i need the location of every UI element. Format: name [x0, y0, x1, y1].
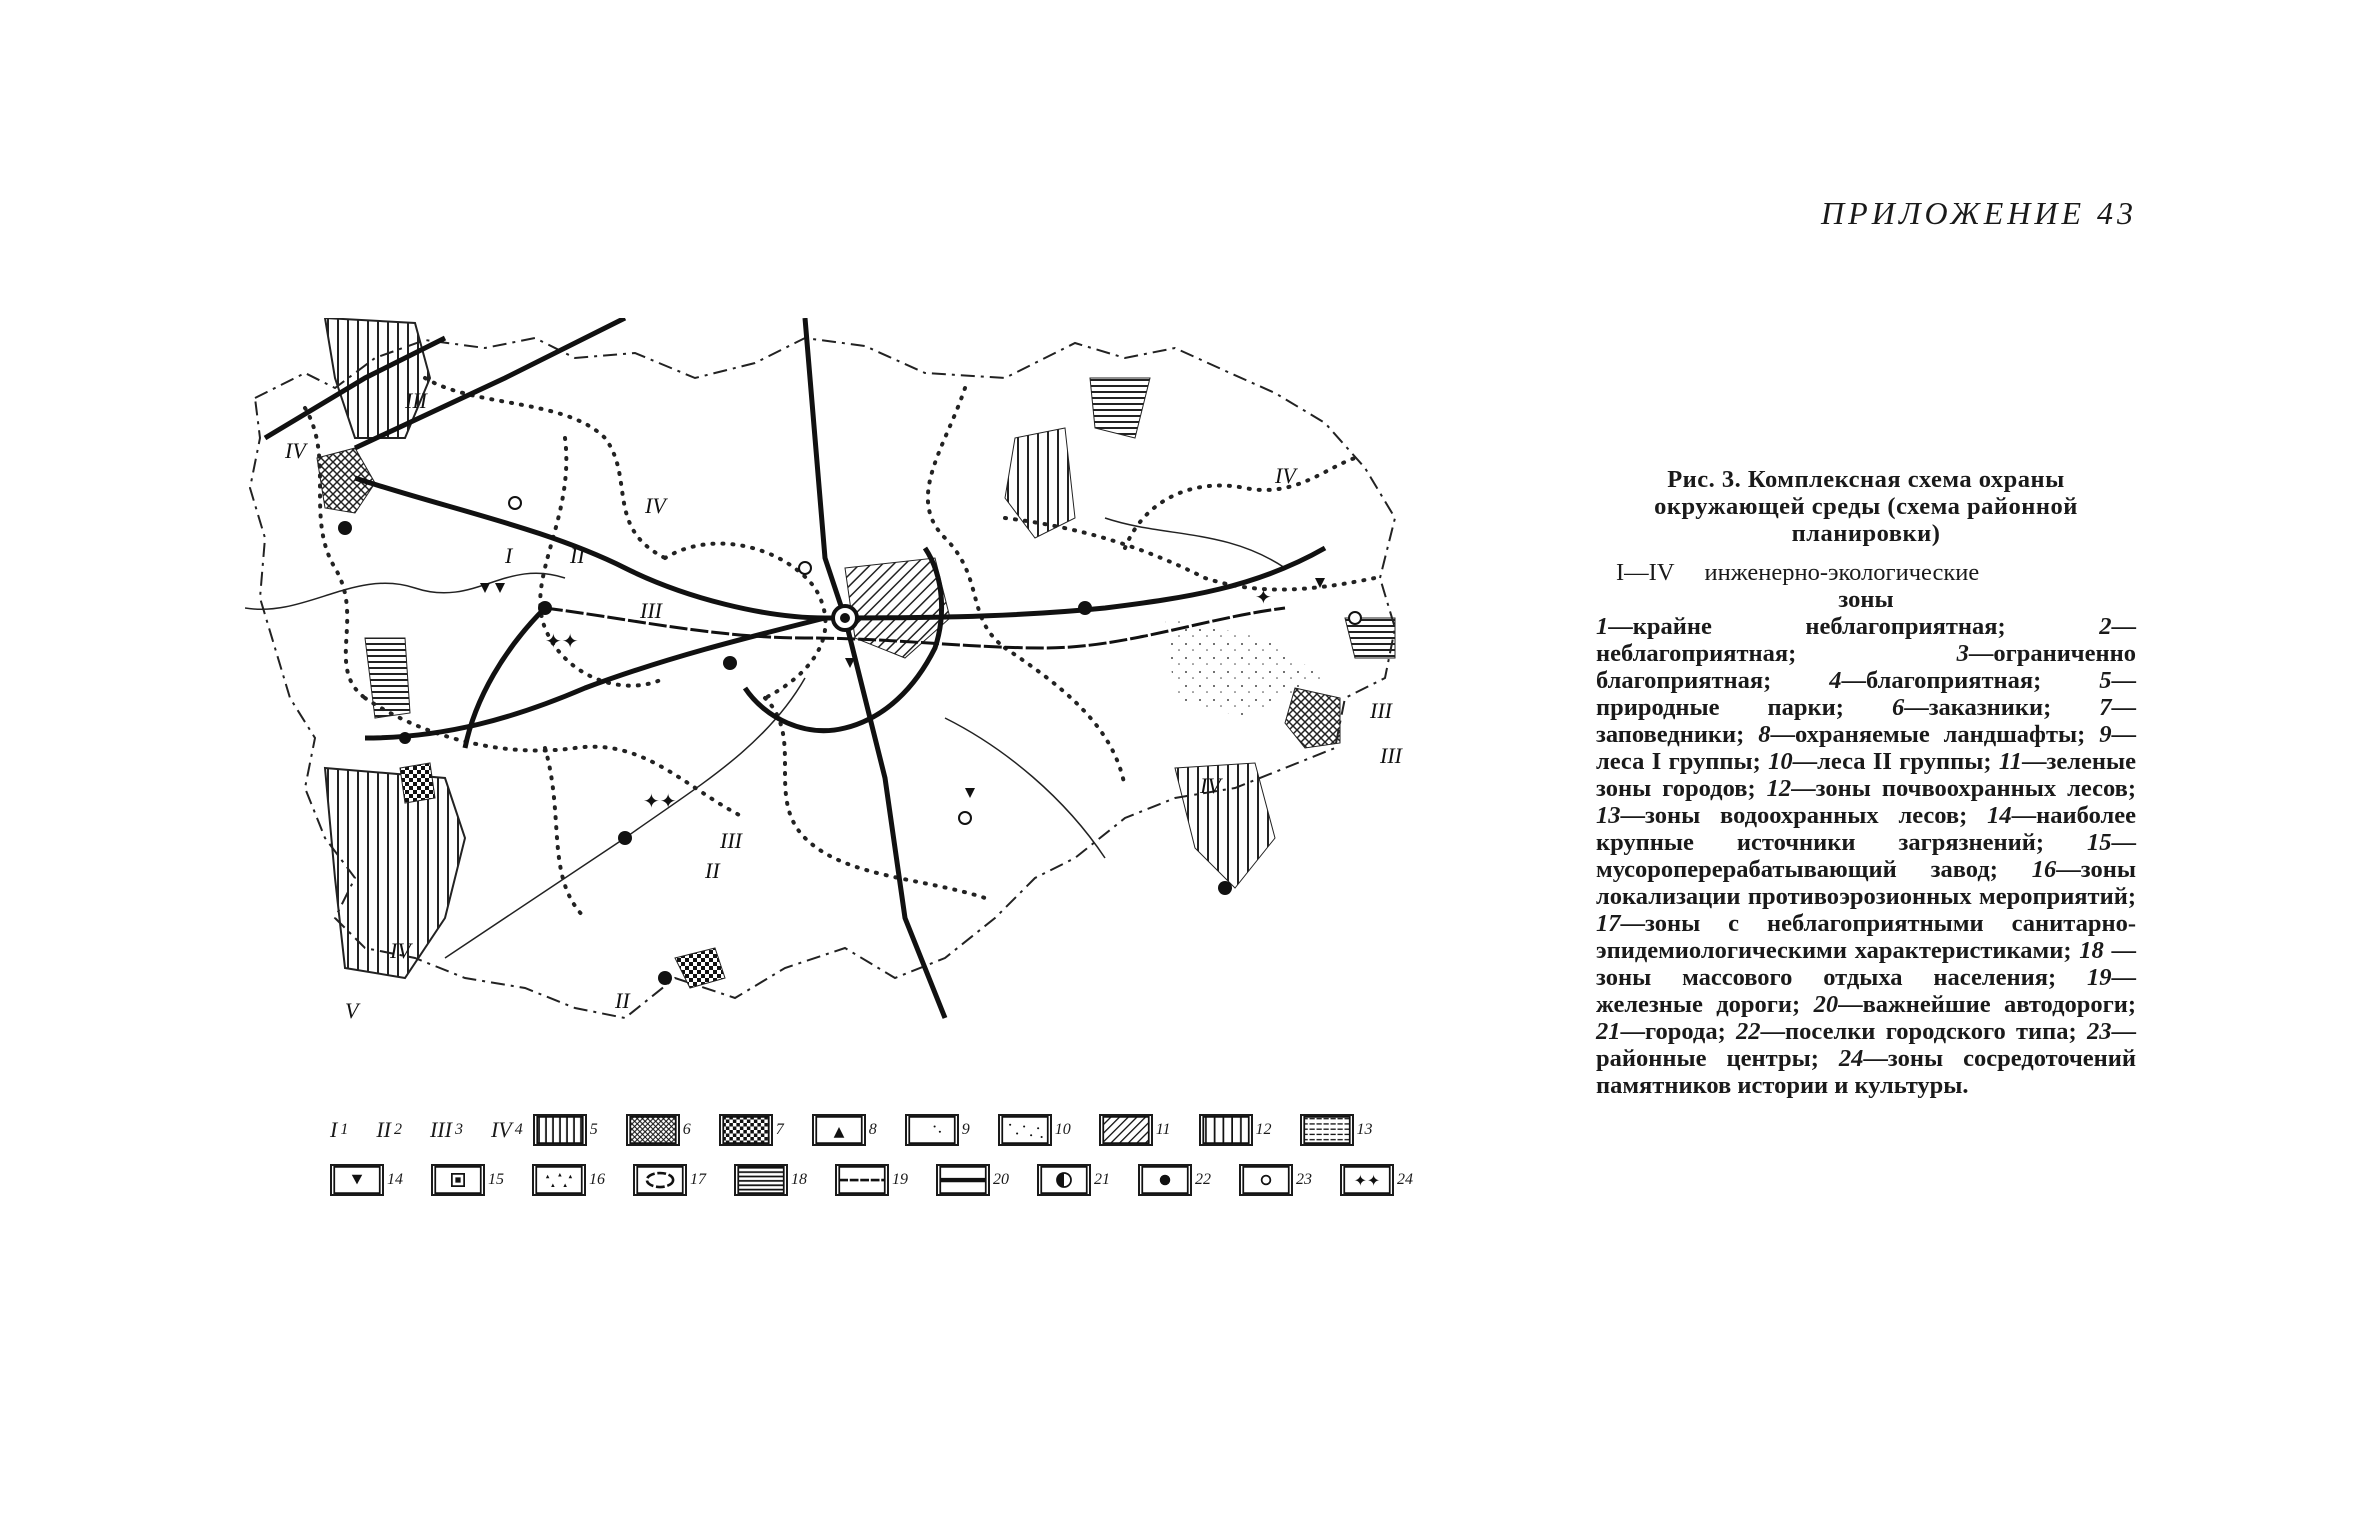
figure-caption: [1596, 466, 2136, 1099]
legend-number: 24: [1397, 1171, 1413, 1188]
legend-item-9: [905, 1114, 970, 1146]
legend-swatch-natural-park: [533, 1114, 587, 1146]
legend-row-2: [330, 1158, 1441, 1202]
central-city-dot: [840, 613, 850, 623]
legend-entry-text: —железные дороги;: [1596, 964, 2136, 1018]
zone-label: II: [570, 543, 585, 568]
legend-number: 11: [1155, 1121, 1171, 1138]
caption-body: [1596, 613, 2136, 1099]
legend-item-22: [1138, 1164, 1211, 1196]
legend-entry-text: —зоны локализации противоэрозионных мероприятий;: [1596, 856, 2136, 910]
legend-swatch-sanitary-zone: [633, 1164, 687, 1196]
legend-swatch-protected-landscape: [812, 1114, 866, 1146]
legend-entry-text: —зоны сосредоточений памятников истории и культуры.: [1596, 1045, 2136, 1099]
legend-swatch-erosion-zone: [532, 1164, 586, 1196]
legend-number: 23: [1296, 1171, 1312, 1188]
legend-number: 12: [1255, 1121, 1272, 1138]
legend-number: 14: [387, 1171, 403, 1188]
legend-number: 18: [791, 1171, 807, 1188]
zone-soil-forest-east: [1005, 428, 1075, 538]
legend-entry-text: —ограниченно благоприятная;: [1596, 640, 2136, 694]
legend-number: 1: [340, 1121, 349, 1138]
legend-number: 3: [454, 1121, 463, 1138]
legend-swatch-recreation-zone: [734, 1164, 788, 1196]
legend-item-23: [1239, 1164, 1312, 1196]
legend-item-17: [633, 1164, 706, 1196]
legend-number: 10: [1054, 1121, 1071, 1138]
zone-checker-west: [400, 763, 435, 803]
svg-text:✦✦: ✦✦: [1353, 1171, 1381, 1191]
legend-swatch-green-zone: [1099, 1114, 1153, 1146]
legend-entry-number: 19: [2087, 964, 2112, 991]
legend-swatch-urban-settlement: [1138, 1164, 1192, 1196]
zone-label: I: [505, 543, 513, 568]
legend-item-21: [1037, 1164, 1110, 1196]
zones-range: I—IV: [1616, 559, 1675, 586]
legend-number: 7: [775, 1121, 784, 1138]
legend-entry-number: 16: [2031, 856, 2057, 883]
legend-entry-text: —поселки городского типа;: [1760, 1018, 2087, 1045]
legend-row-1: [330, 1108, 1401, 1152]
legend-entry-number: 24: [1838, 1045, 1864, 1072]
legend-entry-number: 11: [1998, 748, 2023, 775]
legend-entry-number: 10: [1768, 748, 1793, 775]
legend-entry-text: —важнейшие автодороги;: [1838, 991, 2137, 1018]
legend-entry-number: 20: [1813, 991, 1839, 1018]
legend-swatch-waste-plant: [431, 1164, 485, 1196]
legend-number: 13: [1356, 1121, 1373, 1138]
legend-roman: II: [376, 1117, 391, 1142]
legend-number: 4: [514, 1121, 523, 1138]
zone-label: IV: [645, 493, 666, 518]
zones-line: [1596, 559, 2136, 586]
legend-number: 15: [488, 1171, 504, 1188]
legend-entry-text: —зоны водоохранных лесов;: [1620, 802, 1988, 829]
legend-swatch-district-center: [1239, 1164, 1293, 1196]
zone-label: IV: [1275, 463, 1296, 488]
legend-item-14: [330, 1164, 403, 1196]
svg-text:✦: ✦: [1255, 585, 1272, 609]
zone-label: IV: [1200, 773, 1221, 798]
zone-reserve-east: [1285, 688, 1340, 748]
legend-item-18: [734, 1164, 807, 1196]
legend-number: 19: [892, 1171, 908, 1188]
legend-swatch-forest-group-2: [998, 1114, 1052, 1146]
legend-entry-number: 17: [1596, 910, 1621, 937]
legend-entry-number: 22: [1736, 1018, 1761, 1045]
legend-item-12: [1199, 1114, 1272, 1146]
zone-label: IV: [285, 438, 306, 463]
legend-item-3: [430, 1117, 463, 1143]
legend-number: 22: [1195, 1171, 1211, 1188]
legend-swatch-pollution-source: [330, 1164, 384, 1196]
legend-swatch-sanctuary: [719, 1114, 773, 1146]
zone-label: III: [405, 388, 427, 413]
legend-swatch-forest-group-1: [905, 1114, 959, 1146]
legend-item-7: [719, 1114, 784, 1146]
legend-item-16: [532, 1164, 605, 1196]
legend-item-6: [626, 1114, 691, 1146]
district-map: [245, 318, 1525, 1058]
svg-text:✦✦: ✦✦: [643, 789, 677, 813]
legend-swatch-monuments: [1340, 1164, 1394, 1196]
legend-number: 21: [1094, 1171, 1110, 1188]
legend-entry-text: —благоприятная;: [1841, 667, 2100, 694]
legend-entry-number: 6: [1891, 694, 1905, 721]
legend-number: 2: [393, 1121, 402, 1138]
zone-label: III: [720, 828, 742, 853]
svg-text:✦✦: ✦✦: [545, 629, 579, 653]
legend-entry-number: 23: [2086, 1018, 2112, 1045]
legend-entry-text: —города;: [1620, 1018, 1737, 1045]
legend-roman: I: [330, 1117, 338, 1142]
legend-roman: IV: [490, 1117, 512, 1142]
legend-entry-number: 2: [2099, 613, 2112, 640]
zone-label: II: [615, 988, 630, 1013]
caption-title: Рис. 3. Комплексная схема охраны окружающей среды (схема районной планировки): [1654, 466, 2078, 547]
legend-entry-text: —охраняемые ландшафты;: [1770, 721, 2100, 748]
legend-entry-text: —природные парки;: [1596, 667, 2136, 721]
legend-entry-number: 13: [1596, 802, 1621, 829]
legend-entry-number: 8: [1758, 721, 1771, 748]
legend-entry-text: —мусороперерабатывающий завод;: [1596, 829, 2136, 883]
zone-label: V: [345, 998, 359, 1023]
legend-entry-number: 1: [1596, 613, 1609, 640]
zones-word: зоны: [1838, 586, 1894, 613]
legend-entry-text: —заказники;: [1904, 694, 2100, 721]
legend-number: 16: [589, 1171, 605, 1188]
legend-entry-text: —леса I группы;: [1596, 721, 2136, 775]
zone-label: III: [640, 598, 662, 623]
zone-checker-south: [675, 948, 725, 988]
zone-label: III: [1380, 743, 1402, 768]
legend-entry-text: —зоны почвоохранных лесов;: [1791, 775, 2137, 802]
legend-swatch-soil-forest: [1199, 1114, 1253, 1146]
legend-swatch-city: [1037, 1164, 1091, 1196]
legend-item-1: [330, 1117, 348, 1143]
legend-item-5: [533, 1114, 598, 1146]
legend-number: 6: [682, 1121, 691, 1138]
legend-number: 5: [589, 1121, 598, 1138]
zone-water-forest-2: [1090, 378, 1150, 438]
legend-entry-number: 5: [2099, 667, 2112, 694]
legend-roman: III: [429, 1117, 452, 1142]
legend-entry-text: —леса II группы;: [1792, 748, 1999, 775]
zones-desc: инженерно-экологические: [1704, 559, 1980, 586]
legend-entry-text: —неблагоприятная;: [1596, 613, 2136, 667]
legend-entry-number: 3: [1956, 640, 1969, 667]
legend-swatch-water-forest: [1300, 1114, 1354, 1146]
legend-item-4: [491, 1117, 523, 1143]
legend-swatch-major-road: [936, 1164, 990, 1196]
legend-entry-number: 7: [2099, 694, 2112, 721]
zone-water-forest-1: [365, 638, 410, 718]
legend-entry-text: —зоны с неблагоприятными санитарно-эпидемиологическими характеристиками;: [1596, 910, 2136, 964]
legend-item-15: [431, 1164, 504, 1196]
legend-item-19: [835, 1164, 908, 1196]
legend-entry-number: 18: [2079, 937, 2104, 964]
legend-number: 17: [690, 1171, 706, 1188]
legend-entry-text: —крайне неблагоприятная;: [1608, 613, 2100, 640]
legend-entry-text: —районные центры;: [1596, 1018, 2136, 1072]
legend-item-24: [1340, 1164, 1413, 1196]
legend-entry-text: — зоны массового отдыха населения;: [1596, 937, 2137, 991]
legend-item-13: [1300, 1114, 1373, 1146]
zone-label: III: [1370, 698, 1392, 723]
legend-number: 9: [961, 1121, 970, 1138]
legend-item-2: [376, 1117, 402, 1143]
legend-entry-text: —зеленые зоны городов;: [1596, 748, 2136, 802]
legend-number: 8: [868, 1121, 877, 1138]
legend-swatch-railway: [835, 1164, 889, 1196]
legend-item-11: [1099, 1114, 1171, 1146]
legend-entry-number: 14: [1987, 802, 2012, 829]
legend-number: 20: [993, 1171, 1009, 1188]
legend-entry-number: 12: [1766, 775, 1792, 802]
legend-entry-number: 9: [2099, 721, 2112, 748]
legend-item-20: [936, 1164, 1009, 1196]
legend-entry-number: 4: [1829, 667, 1842, 694]
legend-item-8: [812, 1114, 877, 1146]
legend-entry-text: —заповедники;: [1596, 694, 2136, 748]
svg-text:▲: ▲: [833, 1124, 845, 1141]
legend-entry-text: —наиболее крупные источники загрязнений;: [1596, 802, 2136, 856]
zone-label: II: [705, 858, 720, 883]
legend-entry-number: 15: [2087, 829, 2112, 856]
zone-label: IV: [390, 938, 411, 963]
legend-entry-number: 21: [1596, 1018, 1621, 1045]
legend-item-10: [998, 1114, 1071, 1146]
legend-swatch-reserve: [626, 1114, 680, 1146]
zone-soil-forest-se: [1175, 763, 1275, 888]
appendix-heading: ПРИЛОЖЕНИЕ 43: [1821, 195, 2137, 231]
